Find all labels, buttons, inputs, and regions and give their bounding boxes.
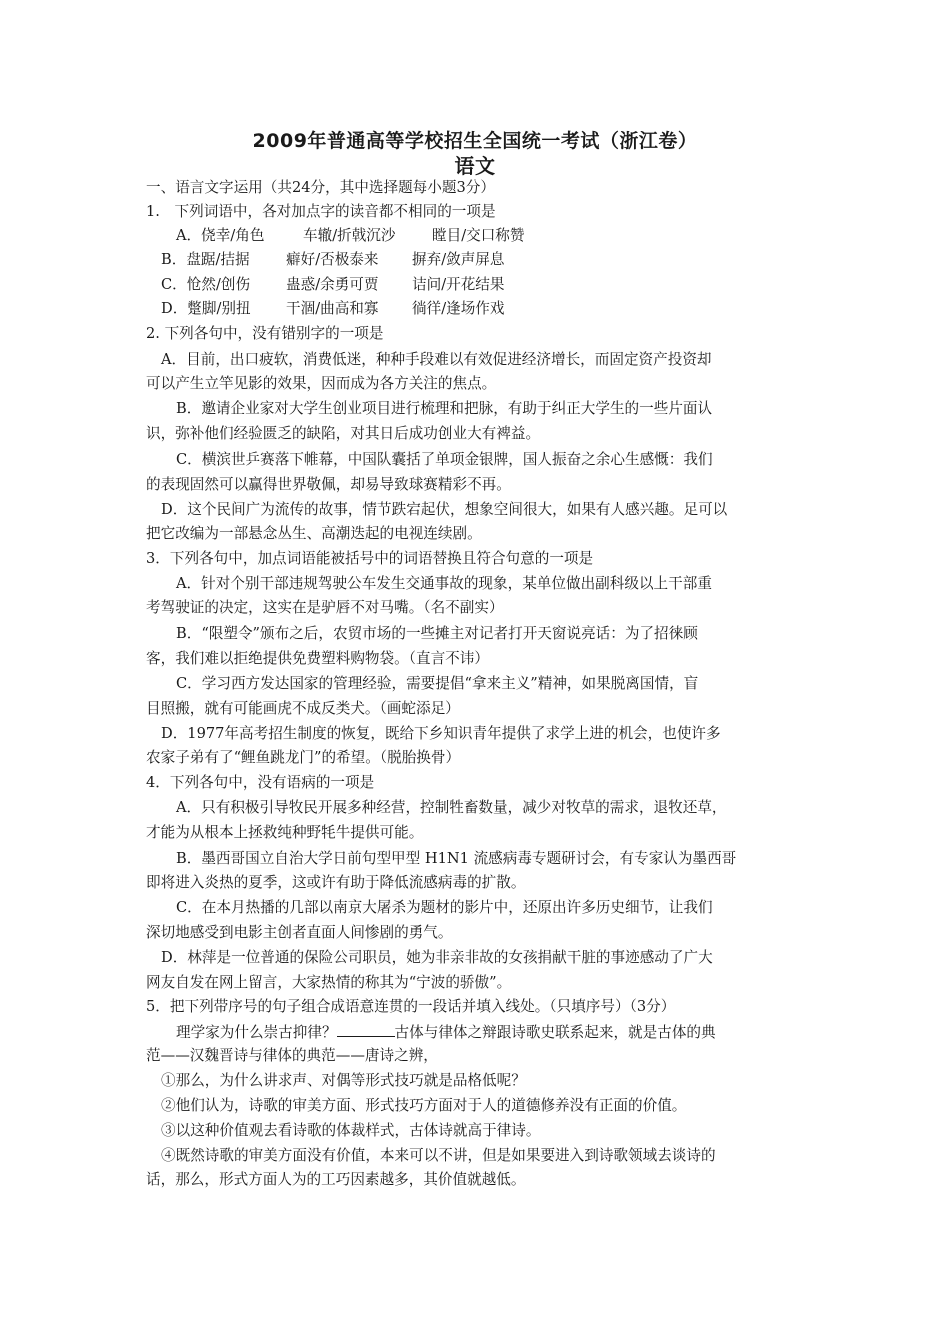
option-item: 癖好/否极泰来: [286, 251, 379, 268]
question-5-sentence-4: ④既然诗歌的审美方面没有价值，本来可以不讲，但是如果要进入到诗歌领域去谈诗的: [161, 1147, 716, 1164]
option-item: 摒弃/敛声屏息: [412, 251, 505, 268]
question-1-option-c: [161, 275, 505, 295]
question-4-option-b-cont: 即将进入炎热的夏季，这或许有助于降低流感病毒的扩散。: [146, 874, 526, 891]
option-item: 蛊惑/余勇可贾: [286, 276, 379, 293]
question-4-option-d-cont: 网友自发在网上留言，大家热情的称其为“宁波的骄傲”。: [146, 974, 512, 991]
question-2-option-c-cont: 的表现固然可以赢得世界敬佩，却易导致球赛精彩不再。: [146, 476, 511, 493]
question-5-sentence-4-cont: 话，那么，形式方面人为的工巧因素越多，其价值就越低。: [146, 1171, 526, 1188]
question-4-option-a-cont: 才能为从根本上拯救纯种野牦牛提供可能。: [146, 824, 424, 841]
question-1-option-a: [176, 226, 525, 246]
question-2-option-b: B．邀请企业家对大学生创业项目进行梳理和把脉，有助于纠正大学生的一些片面认: [176, 400, 713, 417]
question-3-option-b: B．“限塑令”颁布之后，农贸市场的一些摊主对记者打开天窗说亮话：为了招徕顾: [176, 625, 698, 642]
question-3-option-a: A．针对个别干部违规驾驶公车发生交通事故的现象，某单位做出副科级以上干部重: [176, 575, 712, 592]
question-4-option-b: B．墨西哥国立自治大学日前句型甲型 H1N1 流感病毒专题研讨会，有专家认为墨西哥: [176, 850, 737, 867]
question-3-option-d: D．1977年高考招生制度的恢复，既给下乡知识青年提供了求学上进的机会，也使许多: [161, 725, 721, 742]
question-3-option-c: C．学习西方发达国家的管理经验，需要提倡“拿来主义”精神，如果脱离国情，盲: [176, 675, 699, 692]
section-heading: 一、语言文字运用（共24分，其中选择题每小题3分）: [146, 179, 495, 196]
question-1-option-d: [161, 299, 505, 319]
option-item: 徜徉/逢场作戏: [412, 300, 505, 317]
question-3-option-c-cont: 目照搬，就有可能画虎不成反类犬。（画蛇添足）: [146, 700, 460, 717]
question-5-sentence-2: ②他们认为，诗歌的审美方面、形式技巧方面对于人的道德修养没有正面的价值。: [161, 1097, 687, 1114]
passage-text: 古体与律体之辩跟诗歌史联系起来，就是古体的典: [394, 1024, 716, 1041]
question-2-option-d-cont: 把它改编为一部悬念丛生、高潮迭起的电视连续剧。: [146, 525, 482, 542]
passage-text: 理学家为什么崇古抑律？: [176, 1024, 337, 1041]
option-item: B．盘踞/拮据: [161, 251, 250, 268]
option-item: A．侥幸/角色: [176, 227, 265, 244]
question-1-option-b: [161, 250, 505, 270]
question-5-stem: 5．把下列带序号的句子组合成语意连贯的一段话并填入线处。（只填序号）（3分）: [146, 998, 676, 1015]
option-item: 瞠目/交口称赞: [432, 227, 525, 244]
option-item: C．怆然/创伤: [161, 276, 251, 293]
question-4-option-a: A．只有积极引导牧民开展多种经营，控制牲畜数量，减少对牧草的需求，退牧还草，: [176, 799, 727, 816]
question-4-option-c-cont: 深切地感受到电影主创者直面人间惨剧的勇气。: [146, 924, 453, 941]
question-1-stem: 1. 下列词语中，各对加点字的读音都不相同的一项是: [146, 203, 496, 220]
question-2-stem: 2. 下列各句中，没有错别字的一项是: [146, 325, 384, 342]
question-2-option-a: A．目前，出口疲软，消费低迷，种种手段难以有效促进经济增长，而固定资产投资却: [161, 351, 712, 368]
question-5-passage-line-1: [176, 1022, 716, 1043]
option-item: D．蹩脚/别扭: [161, 300, 251, 317]
question-2-option-d: D．这个民间广为流传的故事，情节跌宕起伏，想象空间很大，如果有人感兴趣。足可以: [161, 501, 728, 518]
option-item: 干涸/曲高和寡: [286, 300, 379, 317]
question-5-sentence-1: ①那么，为什么讲求声、对偶等形式技巧就是品格低呢？: [161, 1072, 526, 1089]
exam-title: 2009年普通高等学校招生全国统一考试（浙江卷）: [252, 130, 698, 152]
question-4-option-d: D．林萍是一位普通的保险公司职员，她为非亲非故的女孩捐献干脏的事迹感动了广大: [161, 949, 713, 966]
question-2-option-a-cont: 可以产生立竿见影的效果，因而成为各方关注的焦点。: [146, 375, 497, 392]
fill-blank[interactable]: [337, 1022, 395, 1037]
option-item: 诘问/开花结果: [412, 276, 505, 293]
question-3-option-b-cont: 客，我们难以拒绝提供免费塑料购物袋。（直言不讳）: [146, 650, 489, 667]
question-4-stem: 4．下列各句中，没有语病的一项是: [146, 774, 375, 791]
question-2-option-c: C．横滨世乒赛落下帷幕，中国队囊括了单项金银牌，国人振奋之余心生感慨：我们: [176, 451, 713, 468]
question-3-option-d-cont: 农家子弟有了“鲤鱼跳龙门”的希望。（脱胎换骨）: [146, 749, 461, 766]
question-3-option-a-cont: 考驾驶证的决定，这实在是驴唇不对马嘴。（名不副实）: [146, 599, 504, 616]
question-5-passage-line-2: 范——汉魏晋诗与律体的典范——唐诗之辨，: [146, 1047, 438, 1064]
question-5-sentence-3: ③以这种价值观去看诗歌的体裁样式，古体诗就高于律诗。: [161, 1122, 541, 1139]
question-3-stem: 3．下列各句中，加点词语能被括号中的词语替换且符合句意的一项是: [146, 550, 594, 567]
subject-title: 语文: [454, 154, 496, 178]
question-2-option-b-cont: 识，弥补他们经验匮乏的缺陷，对其日后成功创业大有裨益。: [146, 425, 541, 442]
option-item: 车辙/折戟沉沙: [303, 227, 396, 244]
question-4-option-c: C．在本月热播的几部以南京大屠杀为题材的影片中，还原出许多历史细节，让我们: [176, 899, 713, 916]
